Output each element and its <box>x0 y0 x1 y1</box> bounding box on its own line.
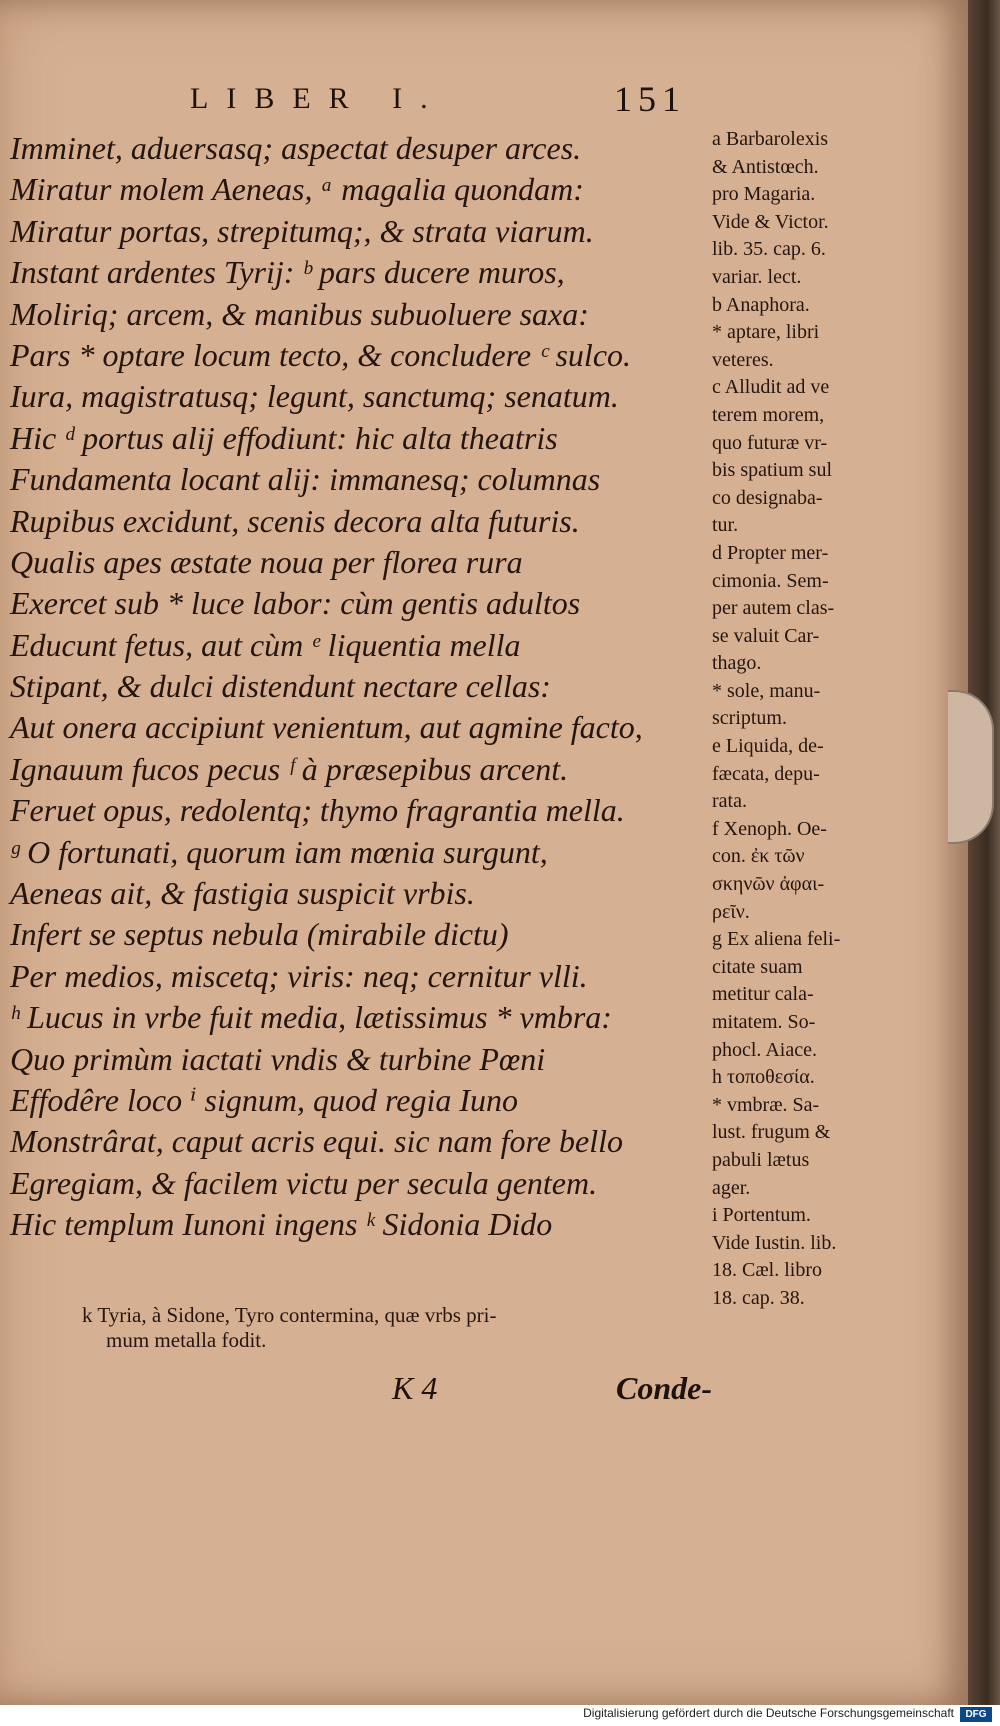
margin-note-line: phocl. Aiace. <box>712 1038 817 1061</box>
margin-note-line: ρεῖν. <box>712 900 750 923</box>
verse-line: Ignauum fucos pecus ᶠ à præsepibus arcent. <box>10 750 569 787</box>
verse-line: Fundamenta locant alij: immanesq; columnas <box>10 461 601 498</box>
margin-note-line: pro Magaria. <box>712 183 816 206</box>
verse-line: Feruet opus, redolentq; thymo fragrantia mella. <box>10 792 625 829</box>
catchword: Conde- <box>616 1370 712 1406</box>
footnote-line: mum metalla fodit. <box>106 1328 267 1352</box>
running-header <box>190 79 690 128</box>
signature-mark: K 4 <box>392 1370 438 1406</box>
verse-line: Moliriq; arcem, & manibus subuoluere saxa: <box>10 295 589 332</box>
margin-notes <box>712 126 902 1313</box>
verse-line: Per medios, miscetq; viris: neq; cernitur vlli. <box>10 957 588 994</box>
verse-line: Monstrârat, caput acris equi. sic nam fore bello <box>10 1123 623 1160</box>
margin-note-line: ager. <box>712 1176 751 1199</box>
verse-line: Miratur molem Aeneas, ᵃ magalia quondam: <box>10 171 584 208</box>
verse-line: ʰ Lucus in vrbe fuit media, lætissimus * vmbra: <box>10 999 612 1036</box>
footnote-line: k Tyria, à Sidone, Tyro contermina, quæ vrbs pri- <box>82 1303 497 1327</box>
margin-note-line: & Antistœch. <box>712 155 819 178</box>
margin-note-line: 18. cap. 38. <box>712 1286 805 1309</box>
margin-note-line: thago. <box>712 652 762 675</box>
margin-note-line: tur. <box>712 514 739 537</box>
margin-note-line: Vide Iustin. lib. <box>712 1231 837 1254</box>
verse-line: Qualis apes æstate noua per florea rura <box>10 543 523 580</box>
verse-column <box>10 128 710 1246</box>
margin-note-line: per autem clas- <box>712 597 835 620</box>
margin-note-line: metitur cala- <box>712 983 814 1006</box>
margin-note-line: 18. Cæl. libro <box>712 1259 823 1282</box>
verse-line: Egregiam, & facilem victu per secula gentem. <box>10 1164 598 1201</box>
margin-note-line: Vide & Victor. <box>712 210 829 233</box>
dfg-logo: DFG <box>960 1707 992 1722</box>
margin-note-line: f Xenoph. Oe- <box>712 817 827 840</box>
margin-note-line: pabuli lætus <box>712 1148 810 1171</box>
margin-note-line: cimonia. Sem- <box>712 569 829 592</box>
verse-line: Hic ᵈ portus alij effodiunt: hic alta theatris <box>10 419 558 456</box>
margin-note-line: scriptum. <box>712 707 787 730</box>
margin-note-line: d Propter mer- <box>712 541 829 564</box>
book-binding <box>968 0 1000 1705</box>
footer-credit: Digitalisierung gefördert durch die Deutsche Forschungsgemeinschaft <box>583 1706 954 1720</box>
verse-line: Hic templum Iunoni ingens ᵏ Sidonia Dido <box>10 1206 553 1243</box>
header-title: LIBER I. <box>190 82 446 115</box>
verse-line: Pars * optare locum tecto, & concludere ᶜ sulco. <box>10 336 632 373</box>
page-number: 151 <box>614 79 686 119</box>
margin-note-line: g Ex aliena feli- <box>712 928 841 951</box>
margin-note-line: quo futuræ vr- <box>712 431 828 454</box>
margin-note-line: lust. frugum & <box>712 1121 831 1144</box>
margin-note-line: e Liquida, de- <box>712 735 824 758</box>
verse-line: Imminet, aduersasq; aspectat desuper arces. <box>10 130 582 166</box>
margin-note-line: b Anaphora. <box>712 293 810 316</box>
verse-line: Aut onera accipiunt venientum, aut agmine facto, <box>10 709 643 746</box>
verse-line: Exercet sub * luce labor: cùm gentis adultos <box>10 585 581 622</box>
margin-note-line: * vmbræ. Sa- <box>712 1093 820 1116</box>
margin-note-line: * sole, manu- <box>712 679 821 702</box>
verse-line: Educunt fetus, aut cùm ᵉ liquentia mella <box>10 626 521 663</box>
margin-note-line: co designaba- <box>712 486 823 509</box>
margin-note-line: veteres. <box>712 348 774 371</box>
margin-note-line: fæcata, depu- <box>712 762 820 785</box>
margin-note-line: rata. <box>712 790 747 813</box>
verse-line: Quo primùm iactati vndis & turbine Pœni <box>10 1040 546 1077</box>
verse-line: Stipant, & dulci distendunt nectare cellas: <box>10 668 551 705</box>
verse-line: Aeneas ait, & fastigia suspicit vrbis. <box>10 875 475 912</box>
verse-line: Rupibus excidunt, scenis decora alta futuris. <box>10 502 580 539</box>
margin-note-line: se valuit Car- <box>712 624 820 647</box>
footnote <box>82 1303 682 1353</box>
verse-line: Infert se septus nebula (mirabile dictu) <box>10 916 509 953</box>
margin-note-line: * aptare, libri <box>712 321 820 344</box>
margin-note-line: citate suam <box>712 955 803 978</box>
margin-note-line: mitatem. So- <box>712 1011 816 1033</box>
verse-line: Instant ardentes Tyrij: ᵇ pars ducere muros, <box>10 254 565 291</box>
margin-note-line: c Alludit ad ve <box>712 376 830 399</box>
verse-line: ᵍ O fortunati, quorum iam mœnia surgunt, <box>10 833 548 870</box>
margin-note-line: variar. lect. <box>712 265 802 288</box>
margin-note-line: con. ἐκ τῶν <box>712 845 805 868</box>
verse-line: Iura, magistratusq; legunt, sanctumq; senatum. <box>10 378 619 415</box>
verse-line: Effodêre loco ⁱ signum, quod regia Iuno <box>10 1081 518 1118</box>
margin-note-line: σκηνῶν ἀφαι- <box>712 873 825 896</box>
margin-note-line: h τοποθεσία. <box>712 1066 815 1089</box>
margin-note-line: lib. 35. cap. 6. <box>712 238 826 261</box>
page-tab <box>948 690 994 844</box>
margin-note-line: bis spatium sul <box>712 459 833 482</box>
margin-note-line: terem morem, <box>712 403 825 426</box>
margin-note-line: i Portentum. <box>712 1204 811 1227</box>
verse-line: Miratur portas, strepitumq;, & strata viarum. <box>10 212 594 249</box>
margin-note-line: a Barbarolexis <box>712 128 829 150</box>
